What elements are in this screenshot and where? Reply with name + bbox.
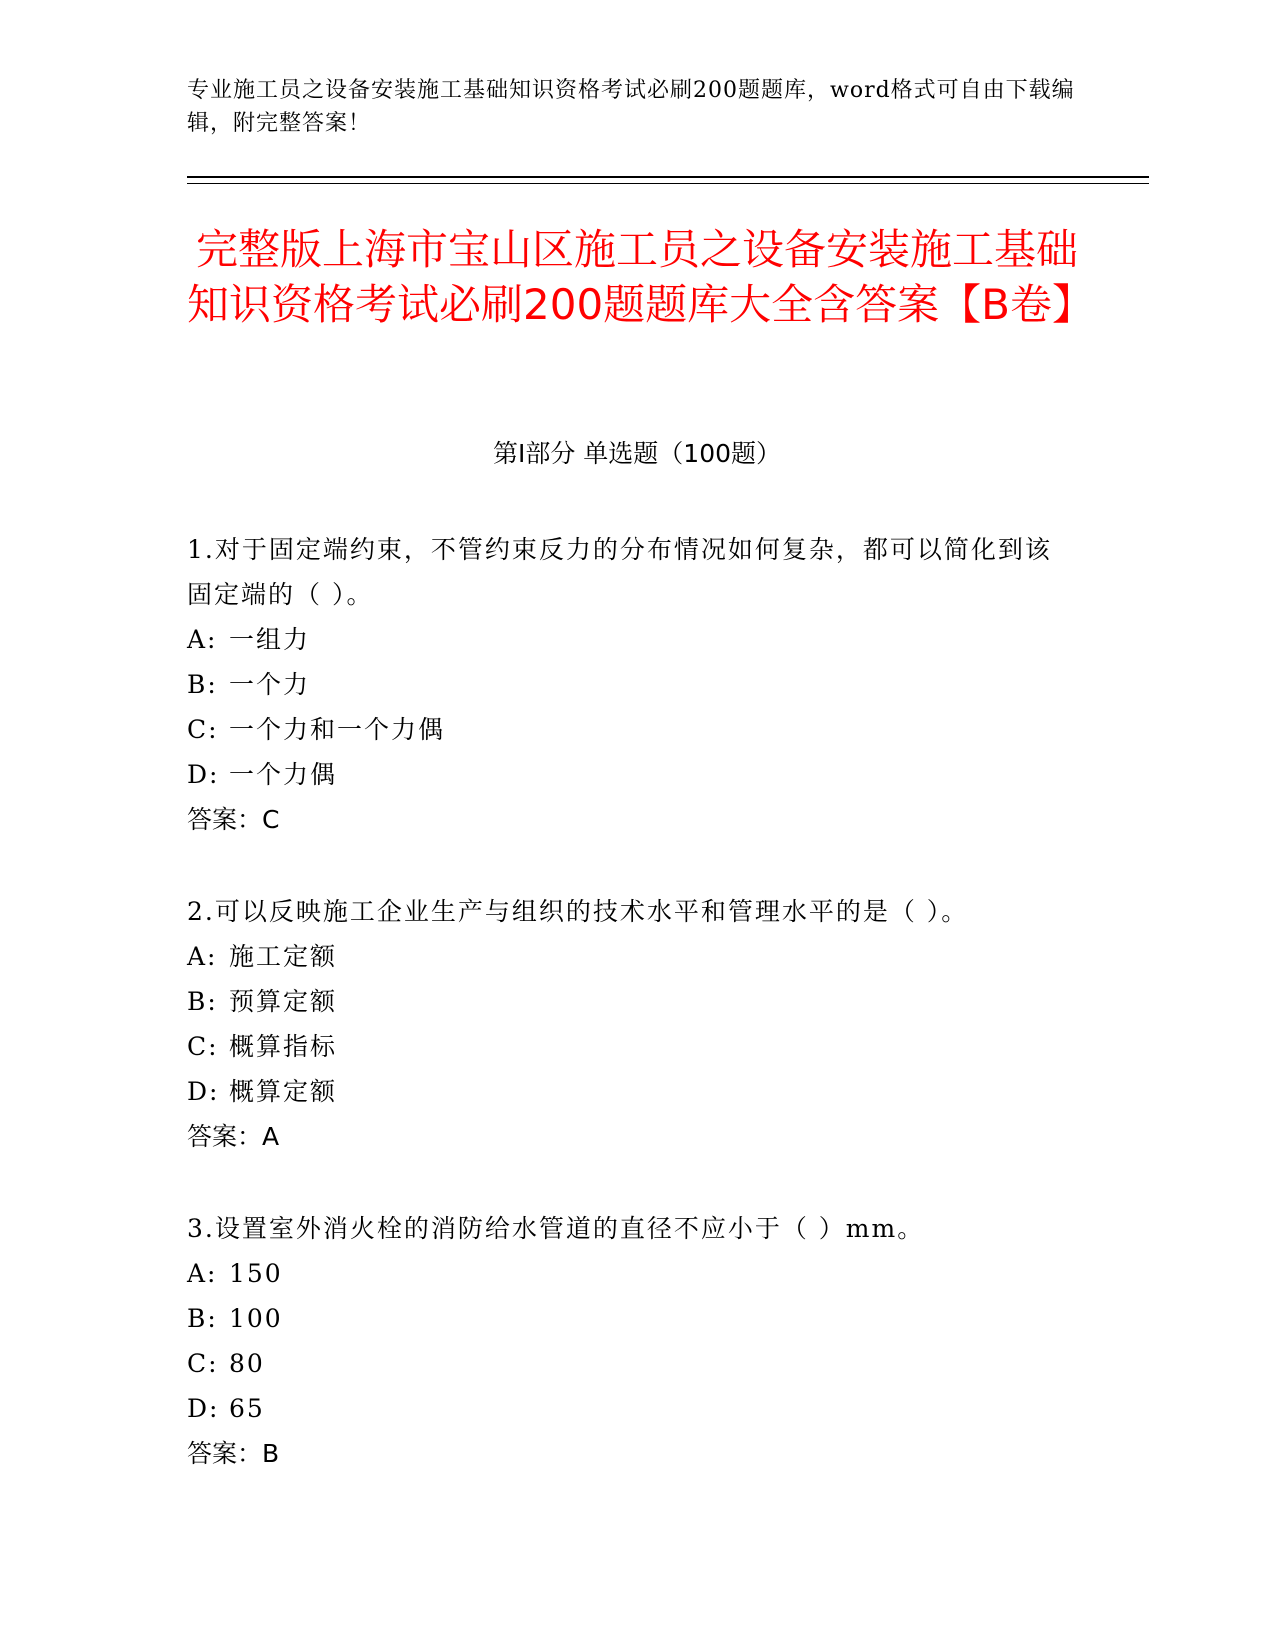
header-rule-thick: [187, 176, 1149, 178]
option-d: [187, 1386, 1067, 1431]
option-c: [187, 1341, 1067, 1386]
option-letter: D:: [187, 1394, 220, 1423]
option-letter: A:: [187, 1259, 218, 1288]
document-title: 完整版上海市宝山区施工员之设备安装施工基础知识资格考试必刷200题题库大全含答案【B卷】: [187, 225, 1094, 329]
option-text: 80: [229, 1349, 265, 1378]
option-a: [187, 617, 1067, 662]
answer-value: A: [262, 1122, 280, 1151]
option-letter: A:: [187, 625, 218, 654]
option-text: 100: [229, 1304, 283, 1333]
option-text: 65: [229, 1394, 265, 1423]
question-3: [187, 1206, 1067, 1476]
option-text: 概算定额: [229, 1077, 338, 1106]
question-stem: 1.对于固定端约束，不管约束反力的分布情况如何复杂，都可以简化到该固定端的（ ）。: [187, 535, 1052, 609]
option-text: 一个力偶: [229, 760, 338, 789]
option-text: 一个力和一个力偶: [229, 715, 446, 744]
answer-value: C: [262, 805, 280, 834]
option-letter: D:: [187, 760, 220, 789]
option-text: 施工定额: [229, 942, 338, 971]
question-list: [187, 527, 1067, 1523]
option-letter: C:: [187, 1349, 219, 1378]
option-d: [187, 1069, 1067, 1114]
option-c: [187, 1024, 1067, 1069]
question-1: [187, 527, 1067, 842]
header-note: 专业施工员之设备安装施工基础知识资格考试必刷200题题库，word格式可自由下载编辑，附完整答案！: [187, 78, 1075, 136]
option-b: [187, 979, 1067, 1024]
option-letter: C:: [187, 1032, 219, 1061]
answer-label: 答案：: [187, 1122, 263, 1151]
header-rule-thin: [187, 183, 1149, 184]
option-text: 预算定额: [229, 987, 338, 1016]
option-letter: A:: [187, 942, 218, 971]
question-stem: 2.可以反映施工企业生产与组织的技术水平和管理水平的是（ ）。: [187, 897, 969, 926]
option-b: [187, 1296, 1067, 1341]
answer-value: B: [262, 1439, 280, 1468]
question-2: [187, 889, 1067, 1159]
option-text: 一组力: [229, 625, 311, 654]
answer-line: [187, 797, 1067, 842]
answer-label: 答案：: [187, 805, 263, 834]
section-title: 第Ⅰ部分 单选题（100题）: [492, 439, 782, 468]
option-c: [187, 707, 1067, 752]
option-letter: B:: [187, 1304, 218, 1333]
option-letter: B:: [187, 670, 218, 699]
option-letter: D:: [187, 1077, 220, 1106]
answer-line: [187, 1431, 1067, 1476]
answer-line: [187, 1114, 1067, 1159]
question-stem: 3.设置室外消火栓的消防给水管道的直径不应小于（ ）mm。: [187, 1214, 925, 1243]
option-letter: B:: [187, 987, 218, 1016]
option-a: [187, 934, 1067, 979]
option-text: 一个力: [229, 670, 311, 699]
option-text: 150: [229, 1259, 283, 1288]
option-text: 概算指标: [229, 1032, 338, 1061]
option-b: [187, 662, 1067, 707]
option-a: [187, 1251, 1067, 1296]
option-letter: C:: [187, 715, 219, 744]
answer-label: 答案：: [187, 1439, 263, 1468]
option-d: [187, 752, 1067, 797]
